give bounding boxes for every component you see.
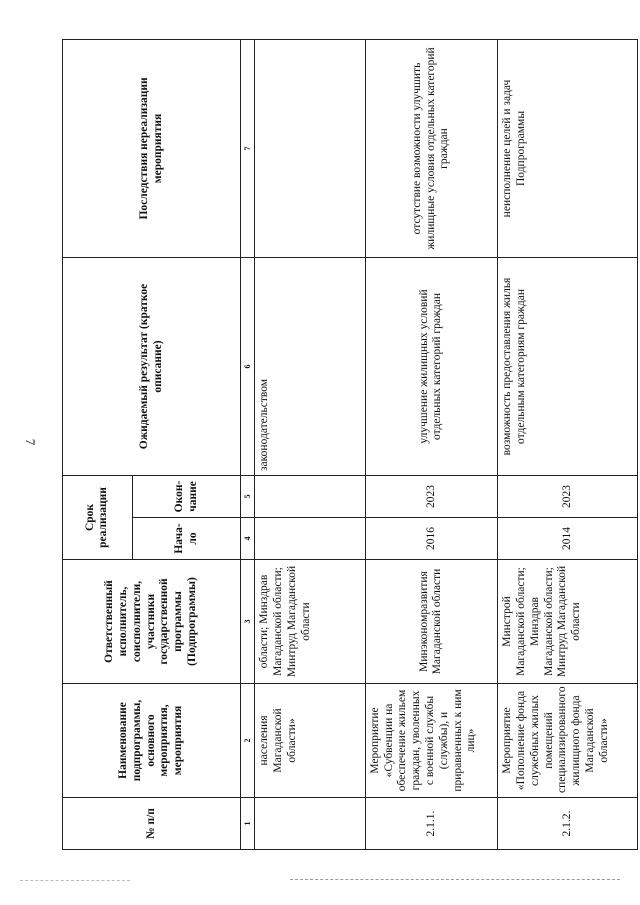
col-number: 4 [241,518,255,560]
row-consequences: неисполнение целей и задач Подпрограммы [498,39,638,257]
header-name: Наименование подпрограммы, основного мероприятия, мероприятия [63,684,241,798]
table-row [498,39,638,849]
header-term: Срок реализации [63,475,133,559]
row-name: Мероприятие «Субвенции на обеспечение жильем граждан, уволенных с военной службы (службы), и приравненных к ним лиц» [365,684,497,798]
scan-edge-line [290,879,620,880]
row-consequences: отсутствие возможности улучшить жилищные условия отдельных категорий граждан [365,39,497,257]
col-number: 3 [241,560,255,684]
header-responsible: Ответственный исполнитель, соисполнители, участники государственной программы (Подпрограммы) [63,560,241,684]
col-number: 1 [241,798,255,850]
row-responsible: Минэкономразвития Магаданской области [365,560,497,684]
scan-edge-line [20,880,130,881]
activities-table [62,39,638,850]
row-end: 2023 [498,475,638,517]
row-name: населения Магаданской области» [255,684,365,798]
header-num: № п/п [63,798,241,850]
row-result: законодательством [255,257,365,475]
header-row-1 [63,39,133,849]
header-end: Окон-чание [132,475,240,517]
row-end [255,475,365,517]
row-responsible: области; Минздрав Магаданской области; Минтруд Магаданской области [255,560,365,684]
row-start [255,518,365,560]
row-consequences [255,39,365,257]
column-numbers-row [241,39,255,849]
row-start: 2014 [498,518,638,560]
row-num: 2.1.1. [365,798,497,850]
row-end: 2023 [365,475,497,517]
header-start: Нача-ло [132,518,240,560]
row-name: Мероприятие «Пополнение фонда служебных жилых помещений специализированного жилищного фонда Магаданской области» [498,684,638,798]
page-number: 7 [23,438,38,446]
col-number: 6 [241,257,255,475]
row-start: 2016 [365,518,497,560]
header-result: Ожидаемый результат (краткое описание) [63,257,241,475]
col-number: 2 [241,684,255,798]
row-responsible: Минстрой Магаданской области; Минздрав Магаданской области; Минтруд Магаданской области [498,560,638,684]
col-number: 7 [241,39,255,257]
row-result: улучшение жилищных условий отдельных категорий граждан [365,257,497,475]
row-result: возможность предоставления жилья отдельным категориям граждан [498,257,638,475]
row-num [255,798,365,850]
row-num: 2.1.2. [498,798,638,850]
table-row [365,39,497,849]
col-number: 5 [241,475,255,517]
table-row [255,39,365,849]
rotated-table-container [62,40,638,850]
header-consequences: Последствия нереализации мероприятия [63,39,241,257]
